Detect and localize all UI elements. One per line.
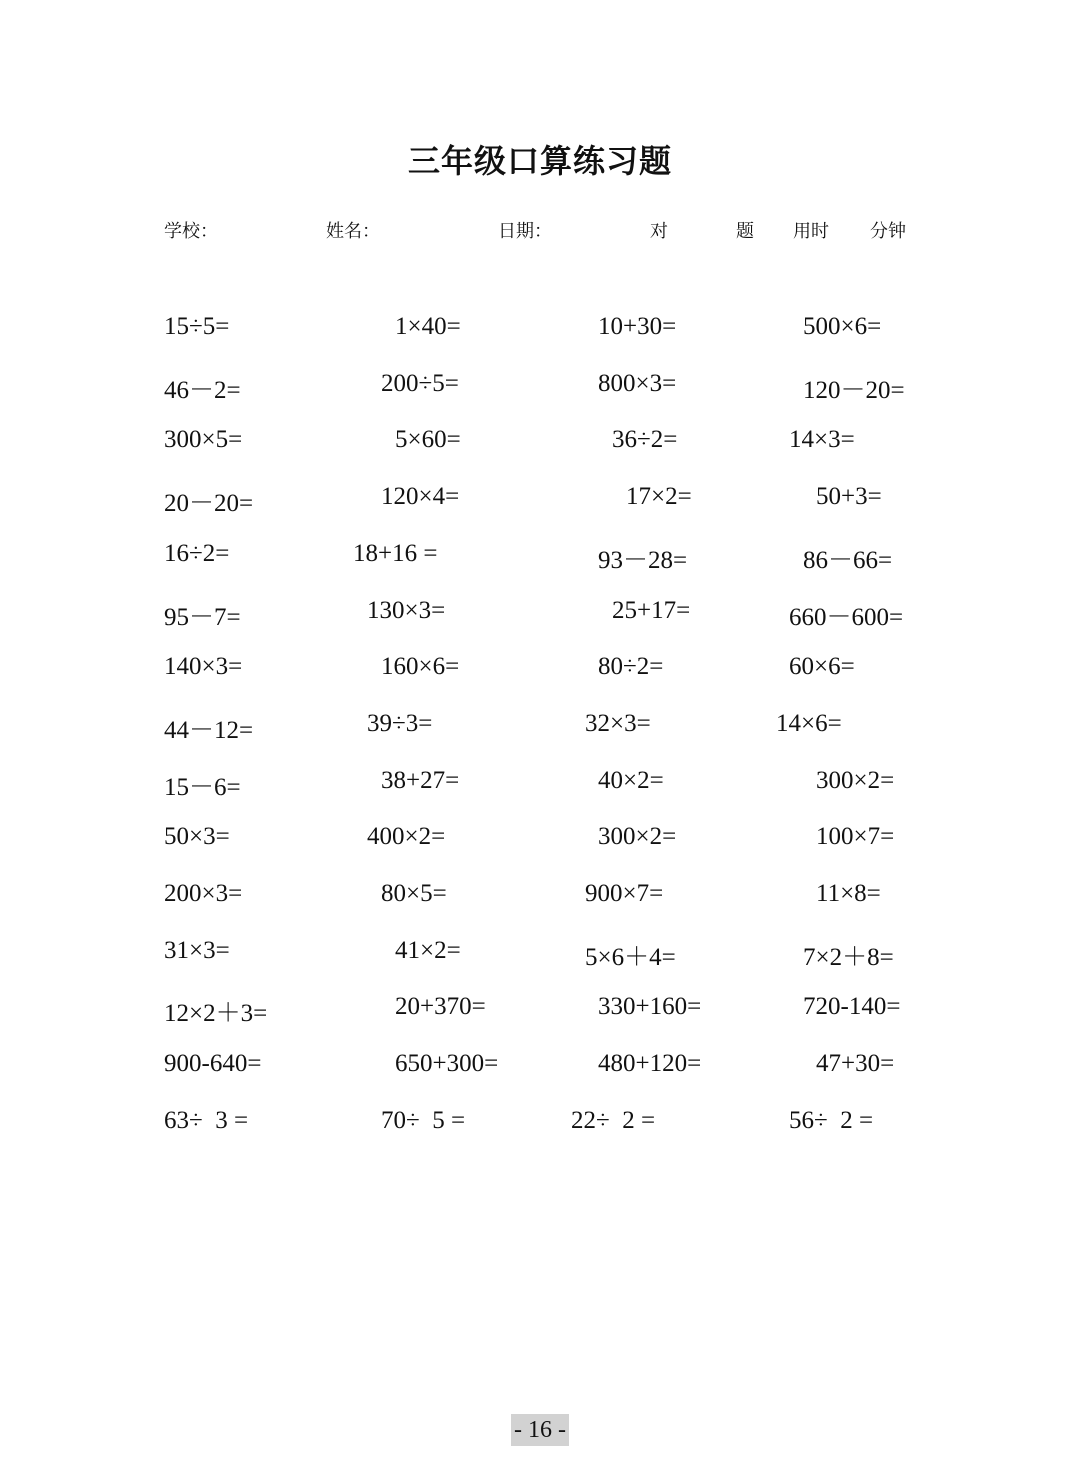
- problem-item: 120－20=: [803, 376, 905, 404]
- problem-item: 50+3=: [816, 483, 882, 511]
- problem-item: 39÷3=: [367, 709, 433, 737]
- problem-item: 200÷5=: [381, 369, 459, 397]
- problem-item: 40×2=: [598, 766, 664, 794]
- problem-item: 86－66=: [803, 546, 893, 574]
- problem-item: 22÷ 2 =: [571, 1106, 656, 1134]
- problem-item: 20－20=: [164, 490, 254, 518]
- problem-item: 38+27=: [381, 766, 460, 794]
- problem-item: 660－600=: [789, 603, 904, 631]
- problem-item: 800×3=: [598, 369, 677, 397]
- problem-item: 17×2=: [626, 483, 692, 511]
- school-label: 学校：: [164, 221, 218, 242]
- problem-item: 120×4=: [381, 483, 460, 511]
- problem-item: 500×6=: [803, 313, 882, 340]
- problem-item: 36÷2=: [612, 426, 678, 454]
- problem-item: 93－28=: [598, 546, 688, 574]
- problem-item: 80÷2=: [598, 653, 664, 681]
- problem-item: 11×8=: [816, 880, 881, 907]
- problem-item: 650+300=: [395, 1050, 499, 1078]
- problem-item: 7×2＋8=: [803, 943, 894, 971]
- problem-item: 330+160=: [598, 993, 702, 1021]
- problem-item: 56÷ 2 =: [789, 1106, 874, 1134]
- problem-item: 12×2＋3=: [164, 1000, 268, 1028]
- problem-item: 14×3=: [789, 426, 855, 454]
- correct-label: 对: [650, 221, 668, 242]
- problem-item: 44－12=: [164, 716, 254, 744]
- name-label: 姓名：: [326, 221, 380, 242]
- problem-item: 80×5=: [381, 880, 447, 907]
- problem-item: 5×6＋4=: [585, 943, 676, 971]
- problem-item: 400×2=: [367, 823, 446, 851]
- problem-item: 46－2=: [164, 376, 241, 404]
- problem-item: 300×2=: [598, 823, 677, 851]
- problem-item: 720-140=: [803, 993, 901, 1021]
- problem-item: 31×3=: [164, 936, 230, 964]
- problem-item: 50×3=: [164, 823, 230, 851]
- problem-item: 300×5=: [164, 426, 243, 454]
- time-used-label: 用时: [793, 221, 829, 242]
- problem-item: 10+30=: [598, 313, 677, 340]
- problem-item: 20+370=: [395, 993, 486, 1021]
- problem-item: 140×3=: [164, 653, 243, 681]
- worksheet-title: 三年级口算练习题: [407, 142, 672, 180]
- problem-item: 130×3=: [367, 596, 446, 624]
- problem-item: 160×6=: [381, 653, 460, 681]
- problem-item: 32×3=: [585, 709, 651, 737]
- problem-item: 63÷ 3 =: [164, 1106, 249, 1134]
- problem-item: 15÷5=: [164, 313, 230, 340]
- problem-item: 900-640=: [164, 1050, 262, 1078]
- problem-item: 5×60=: [395, 426, 461, 454]
- problem-item: 41×2=: [395, 936, 461, 964]
- problem-item: 70÷ 5 =: [381, 1106, 466, 1134]
- page-number: - 16 -: [511, 1414, 569, 1446]
- problem-item: 95－7=: [164, 603, 241, 631]
- minutes-label: 分钟: [870, 221, 906, 242]
- date-label: 日期：: [498, 221, 552, 242]
- problem-item: 900×7=: [585, 880, 664, 907]
- problem-item: 47+30=: [816, 1050, 895, 1078]
- problem-item: 200×3=: [164, 880, 243, 907]
- problem-item: 60×6=: [789, 653, 855, 681]
- problem-item: 16÷2=: [164, 539, 230, 567]
- problem-item: 15－6=: [164, 773, 241, 801]
- problem-item: 300×2=: [816, 766, 895, 794]
- problem-item: 18+16 =: [353, 539, 438, 567]
- problem-item: 100×7=: [816, 823, 895, 851]
- problem-item: 480+120=: [598, 1050, 702, 1078]
- problem-item: 14×6=: [776, 709, 842, 737]
- questions-label: 题: [736, 221, 754, 242]
- problem-item: 25+17=: [612, 596, 691, 624]
- problem-item: 1×40=: [395, 313, 461, 340]
